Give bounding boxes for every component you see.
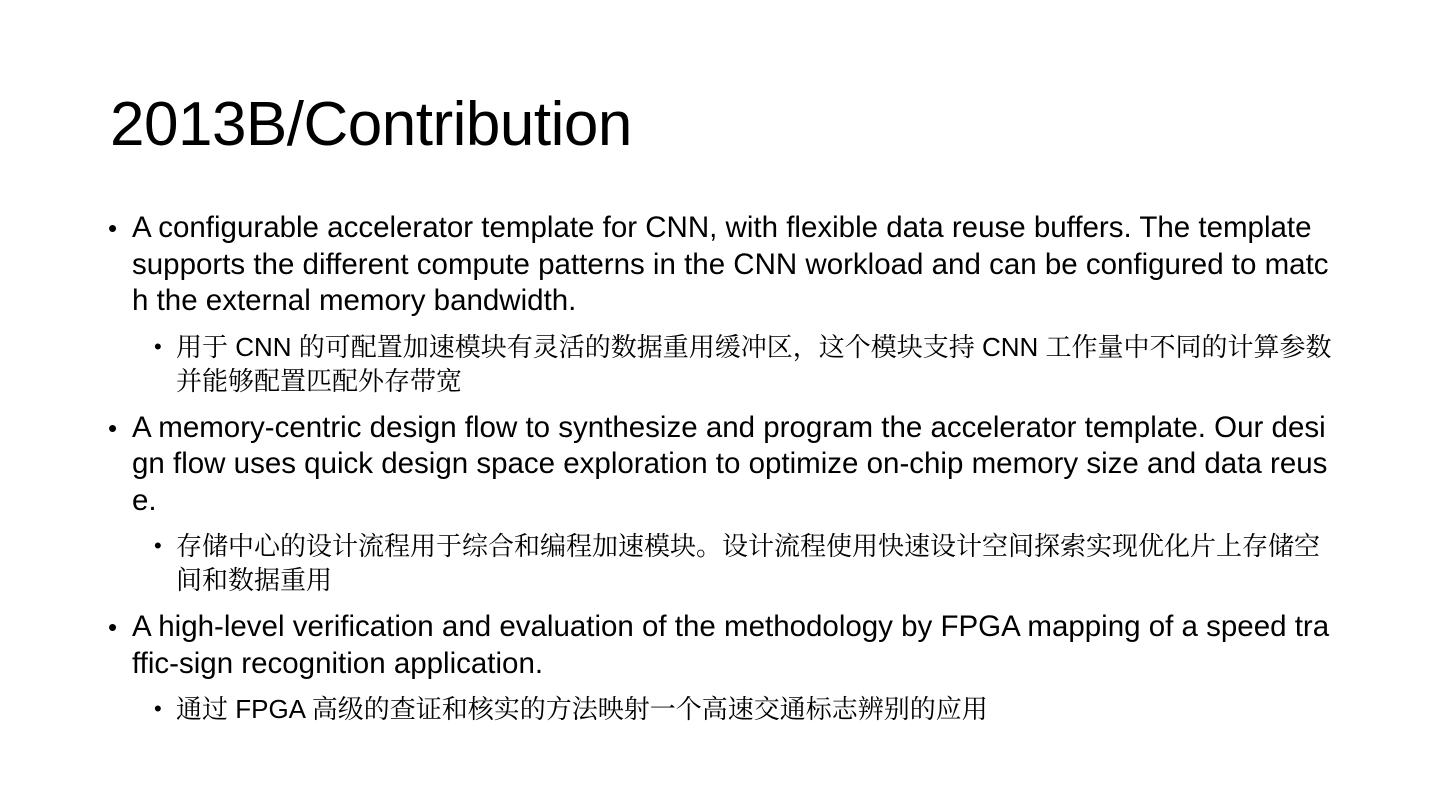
bullet-item-configurable-template	[108, 210, 1332, 320]
sub-bullet-text: 存储中心的设计流程用于综合和编程加速模块。设计流程使用快速设计空间探索实现优化片上存储空间和数据重用	[176, 531, 1321, 595]
bullet-item-design-flow	[108, 410, 1332, 520]
bullet-dot-icon: •	[108, 412, 118, 443]
sub-bullet-item-configurable-template-zh	[154, 330, 1332, 398]
bullet-item-verification	[108, 609, 1332, 682]
sub-bullet-text: 用于 CNN 的可配置加速模块有灵活的数据重用缓冲区，这个模块支持 CNN 工作量中不同的计算参数并能够配置匹配外存带宽	[176, 331, 1332, 396]
bullet-text: A configurable accelerator template for CNN, with flexible data reuse buffers. The template supports the different compute patterns in the CNN workload and can be configured to match the external memory bandwidth.	[132, 211, 1329, 317]
sub-bullet-item-verification-zh	[154, 692, 1332, 726]
bullet-dot-icon: •	[108, 612, 118, 642]
bullet-dot-icon: •	[154, 696, 162, 721]
slide-title: 2013B/Contribution	[110, 90, 632, 159]
bullet-dot-icon: •	[108, 213, 118, 243]
bullet-text: A memory-centric design flow to synthesize and program the accelerator template. Our design flow uses quick design space exploration to optimize on-chip memory size and data reuse.	[132, 410, 1328, 517]
bullet-dot-icon: •	[154, 333, 162, 359]
sub-bullet-item-design-flow-zh	[154, 529, 1332, 597]
sub-bullet-text: 通过 FPGA 高级的查证和核实的方法映射一个高速交通标志辨别的应用	[176, 694, 988, 724]
bullet-dot-icon: •	[154, 533, 162, 558]
bullet-list	[108, 210, 1332, 738]
bullet-text: A high-level verification and evaluation of the methodology by FPGA mapping of a speed traffic-sign recognition application.	[132, 610, 1330, 680]
